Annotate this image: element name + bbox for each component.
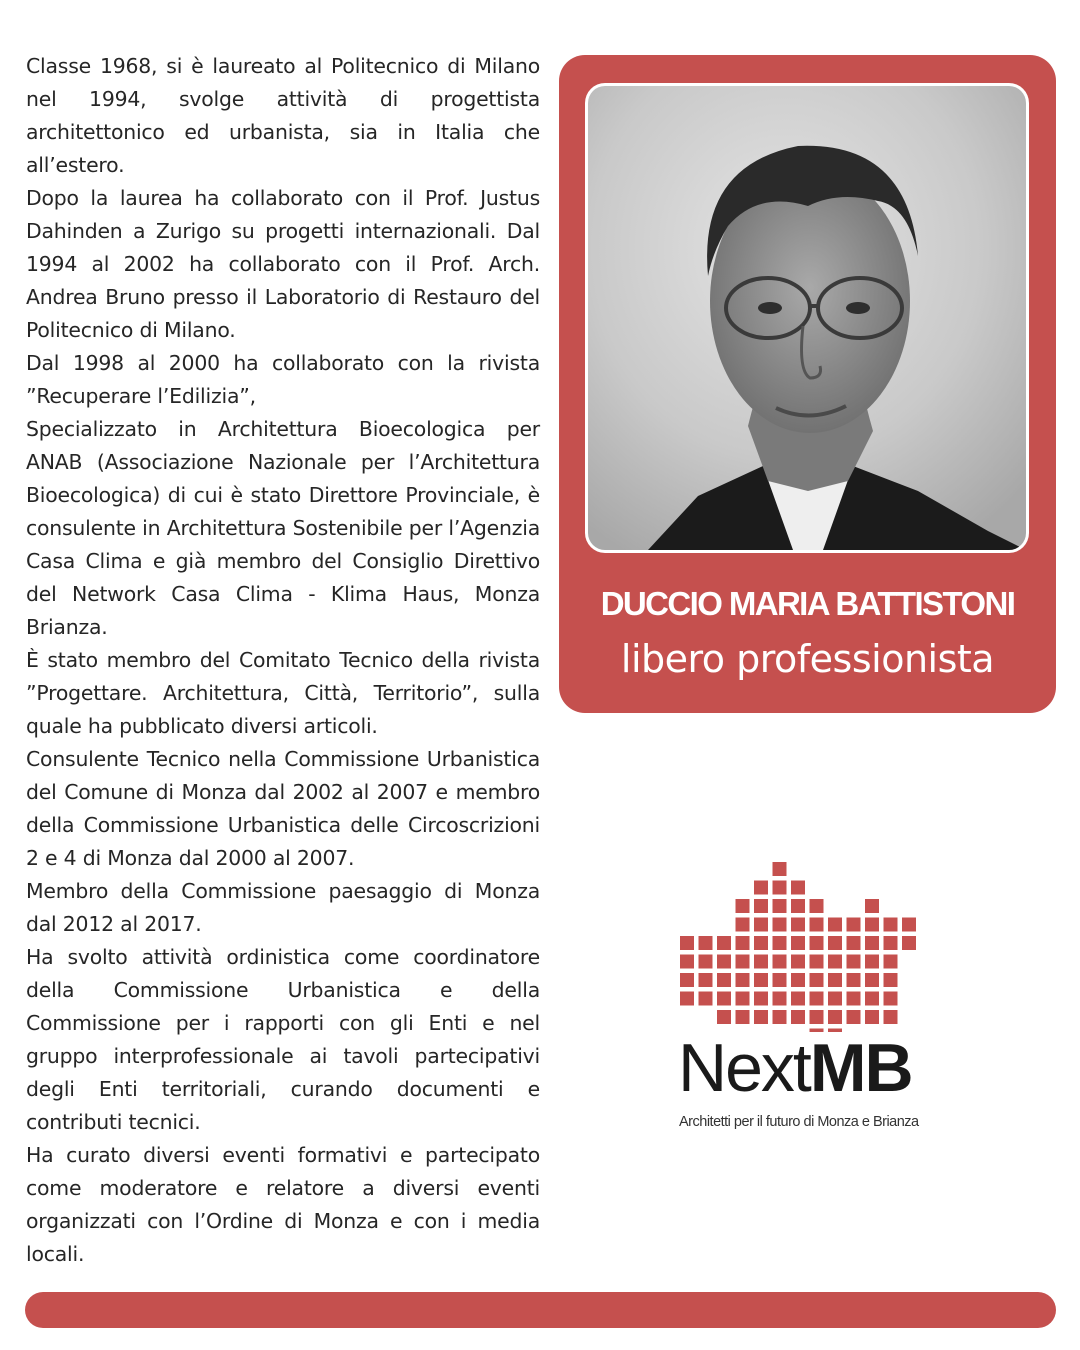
logo-pixel xyxy=(736,936,750,950)
bio-paragraph: Dal 1998 al 2000 ha collaborato con la rivista ”Recuperare l’Edilizia”, xyxy=(26,351,540,408)
logo-pixel xyxy=(810,955,824,969)
logo-pixel xyxy=(680,955,694,969)
logo-pixel xyxy=(828,992,842,1006)
logo-pixel xyxy=(847,992,861,1006)
logo-pixel xyxy=(699,973,713,987)
logo-pixel xyxy=(884,955,898,969)
logo-pixel xyxy=(773,881,787,895)
logo-pixel xyxy=(865,973,879,987)
logo-pixel xyxy=(810,918,824,932)
logo-pixel xyxy=(754,992,768,1006)
logo-wordmark xyxy=(678,1030,912,1106)
logo-pixel xyxy=(680,936,694,950)
logo-pixel xyxy=(847,1010,861,1024)
portrait-icon xyxy=(588,86,1026,550)
logo-word-next: Next xyxy=(678,1030,810,1106)
bio-text xyxy=(26,50,540,1271)
logo-pixel xyxy=(865,899,879,913)
logo-pixel xyxy=(884,936,898,950)
bio-paragraph: Dopo la laurea ha collaborato con il Prof. Justus Dahinden a Zurigo su progetti internazionali. Dal 1994 al 2002 ha collaborato con il Prof. Arch. Andrea Bruno presso il Laboratorio di Restauro del Politecnico di Milano. xyxy=(26,186,540,342)
logo-pixel xyxy=(828,955,842,969)
logo-pixel xyxy=(717,955,731,969)
logo-pixel xyxy=(828,1010,842,1024)
logo-pixel xyxy=(754,973,768,987)
logo-pixel xyxy=(754,918,768,932)
logo-pixel xyxy=(828,918,842,932)
logo-pixel xyxy=(847,936,861,950)
logo-pixel xyxy=(791,936,805,950)
logo-pixel xyxy=(773,992,787,1006)
logo-pixel xyxy=(773,918,787,932)
logo-pixel xyxy=(699,992,713,1006)
bio-paragraph: Ha svolto attività ordinistica come coordinatore della Commissione Urbanistica e della Commissione per i rapporti con gli Enti e nel gruppo interprofessionale ai tavoli partecipativi degli Enti territoriali, curando documenti e contributi tecnici. xyxy=(26,945,540,1134)
logo-pixel xyxy=(810,899,824,913)
logo-pixel xyxy=(773,1010,787,1024)
logo-pixel xyxy=(754,899,768,913)
logo-pixel xyxy=(865,936,879,950)
logo-pixel xyxy=(810,1010,824,1024)
logo-pixel xyxy=(699,936,713,950)
logo-pixel xyxy=(902,936,916,950)
logo-pixel xyxy=(791,918,805,932)
logo-pixel xyxy=(680,973,694,987)
logo-pixel xyxy=(736,1010,750,1024)
logo-pixel xyxy=(773,862,787,876)
person-role: libero professionista xyxy=(620,637,995,681)
logo-pixel xyxy=(810,973,824,987)
logo-pixel xyxy=(828,973,842,987)
logo-word-mb: MB xyxy=(809,1030,912,1106)
footer-bar xyxy=(25,1292,1056,1328)
logo-pixel xyxy=(680,992,694,1006)
bio-paragraph: Classe 1968, si è laureato al Politecnico di Milano nel 1994, svolge attività di progettista architettonico ed urbanista, sia in Italia che all’estero. xyxy=(26,54,540,177)
pixel-grid-logo-icon xyxy=(676,862,936,1032)
bio-paragraph: È stato membro del Comitato Tecnico della rivista ”Progettare. Architettura, Città, Territorio”, sulla quale ha pubblicato diversi articoli. xyxy=(26,648,540,738)
logo-pixel xyxy=(865,1010,879,1024)
logo-pixel xyxy=(717,992,731,1006)
logo-pixel xyxy=(884,918,898,932)
logo-pixel xyxy=(902,918,916,932)
logo-pixel xyxy=(736,918,750,932)
logo-pixel xyxy=(699,955,713,969)
logo-pixel xyxy=(754,1010,768,1024)
logo-tagline: Architetti per il futuro di Monza e Brianza xyxy=(679,1114,919,1130)
logo-pixel xyxy=(736,992,750,1006)
logo-pixel xyxy=(717,936,731,950)
logo-pixel xyxy=(754,955,768,969)
logo-pixel xyxy=(773,899,787,913)
logo-pixel xyxy=(717,1010,731,1024)
bio-paragraph: Membro della Commissione paesaggio di Monza dal 2012 al 2017. xyxy=(26,879,540,936)
logo-pixel xyxy=(884,973,898,987)
logo-pixel xyxy=(791,899,805,913)
person-name: DUCCIO MARIA BATTISTONI xyxy=(600,585,1015,622)
logo-pixel xyxy=(865,918,879,932)
logo-pixel xyxy=(828,936,842,950)
logo-pixel xyxy=(736,899,750,913)
logo-pixel xyxy=(773,955,787,969)
logo-pixel xyxy=(754,936,768,950)
logo-pixel xyxy=(736,955,750,969)
logo-pixel xyxy=(791,973,805,987)
logo-pixel xyxy=(791,992,805,1006)
logo-pixel xyxy=(847,955,861,969)
logo-pixel xyxy=(717,973,731,987)
bio-paragraph: Consulente Tecnico nella Commissione Urbanistica del Comune di Monza dal 2002 al 2007 e membro della Commissione Urbanistica delle Circoscrizioni 2 e 4 di Monza dal 2000 al 2007. xyxy=(26,747,540,870)
bio-paragraph: Specializzato in Architettura Bioecologica per ANAB (Associazione Nazionale per l’Architettura Bioecologica) di cui è stato Direttore Provinciale, è consulente in Architettura Sostenibile per l’Agenzia Casa Clima e già membro del Consiglio Direttivo del Network Casa Clima - Klima Haus, Monza Brianza. xyxy=(26,417,540,639)
logo-pixel xyxy=(865,955,879,969)
logo-pixel xyxy=(810,936,824,950)
profile-card xyxy=(559,55,1056,713)
logo-pixel xyxy=(884,1010,898,1024)
logo-pixel xyxy=(865,992,879,1006)
logo-pixel xyxy=(810,992,824,1006)
portrait-photo xyxy=(585,83,1029,553)
logo-pixel xyxy=(773,936,787,950)
logo-pixel xyxy=(847,973,861,987)
logo-pixel xyxy=(791,1010,805,1024)
logo-pixel xyxy=(791,881,805,895)
logo-pixel xyxy=(791,955,805,969)
logo-pixel xyxy=(773,973,787,987)
logo-pixel xyxy=(754,881,768,895)
logo-pixel xyxy=(736,973,750,987)
bio-paragraph: Ha curato diversi eventi formativi e partecipato come moderatore e relatore a diversi eventi organizzati con l’Ordine di Monza e con i media locali. xyxy=(26,1143,540,1266)
logo-pixel xyxy=(847,918,861,932)
logo-pixel xyxy=(884,992,898,1006)
